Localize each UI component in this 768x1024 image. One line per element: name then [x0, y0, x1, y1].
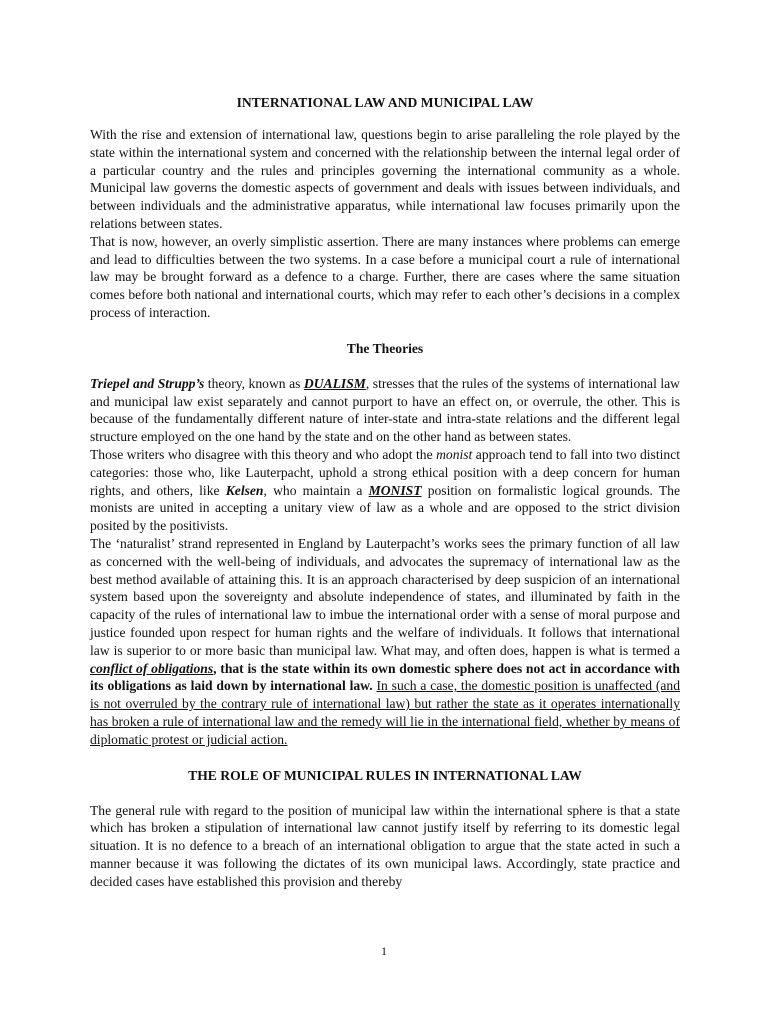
bold-statement: , that is the state within its own domestic sphere does not act in accordance with its obligations as laid down by international law.: [90, 660, 680, 694]
section-heading-municipal-rules: THE ROLE OF MUNICIPAL RULES IN INTERNATIONAL LAW: [188, 767, 582, 783]
theories-paragraph-1: [90, 375, 680, 446]
conflict-of-obligations-term: conflict of obligations: [90, 660, 214, 676]
municipal-rules-paragraph-1: The general rule with regard to the position of municipal law within the international sphere is that a state which has broken a stipulation of international law cannot justify itself by referring to its domestic legal situation. It is no defence to a breach of an international obligation to argue that the state acted in such a manner because it was following the dictates of its own municipal laws. Accordingly, state practice and decided cases have established this provision and thereby: [90, 802, 680, 889]
monist-term: MONIST: [368, 482, 422, 498]
intro-paragraph-1: With the rise and extension of international law, questions begin to arise paralleling the role played by the state within the international system and concerned with the relationship between the internal legal order of a particular country and the rules and principles governing the international community as a whole. Municipal law governs the domestic aspects of government and deals with issues between individuals, and between individuals and the administrative apparatus, while international law focuses primarily upon the relations between states.: [90, 127, 680, 231]
text-run: , stresses that the rules of the systems of international law and municipal law exist separately and cannot purport to have an effect on, or overrule, the other. This is because of the fundamentally different nature of inter-state and intra-state relations and the different legal structure employed on the one hand by the state and on the other hand as between states.: [90, 375, 680, 445]
kelsen-name: Kelsen: [225, 482, 264, 498]
underlined-statement: In such a case, the domestic position is unaffected (and is not overruled by the contrary rule of international law) but rather the state as it operates internationally has broken a rule of international law and the remedy will lie in the international field, whether by means of diplomatic protest or judicial action.: [90, 678, 680, 747]
page-title: INTERNATIONAL LAW AND MUNICIPAL LAW: [236, 95, 534, 110]
text-run: The ‘naturalist’ strand represented in England by Lauterpacht’s works sees the primary function of all law as concerned with the well-being of individuals, and advocates the supremacy of international law as the best method available of attaining this. It is an approach characterised by deep suspicion of an international system based upon the sovereignty and absolute independence of states, and illuminated by faith in the capacity of the rules of international law to imbue the international order with a sense of moral purpose and justice founded upon respect for human rights and the welfare of individuals. It follows that international law is superior to or more basic than municipal law. What may, and often does, happen is what is termed a: [90, 535, 680, 658]
text-run: Those writers who disagree with this theory and who adopt the: [90, 446, 437, 462]
theories-paragraph-2: [90, 446, 680, 535]
monist-word: monist: [436, 446, 473, 462]
text-run: , who maintain a: [263, 482, 369, 498]
intro-paragraph-2: That is now, however, an overly simplistic assertion. There are many instances where problems can emerge and lead to difficulties between the two systems. In a case before a municipal court a rule of international law may be brought forward as a defence to a charge. Further, there are cases where the same situation comes before both national and international courts, which may refer to each other’s decisions in a complex process of interaction.: [90, 233, 680, 320]
text-run: theory, known as: [204, 375, 304, 391]
theories-paragraph-3: [90, 535, 680, 749]
text-run: position on formalistic logical grounds. The monists are united in accepting a unitary view of law as a whole and are opposed to the strict division posited by the positivists.: [90, 482, 680, 534]
dualism-term: DUALISM: [303, 375, 366, 391]
triepel-strupp-names: Triepel and Strupp’s: [90, 375, 205, 391]
text-run: approach tend to fall into two distinct categories: those who, like Lauterpacht, uphold a strong ethical position with a deep concern for human rights, and others, like: [90, 446, 681, 498]
section-heading-theories: The Theories: [346, 340, 424, 356]
page-number: 1: [381, 944, 387, 958]
